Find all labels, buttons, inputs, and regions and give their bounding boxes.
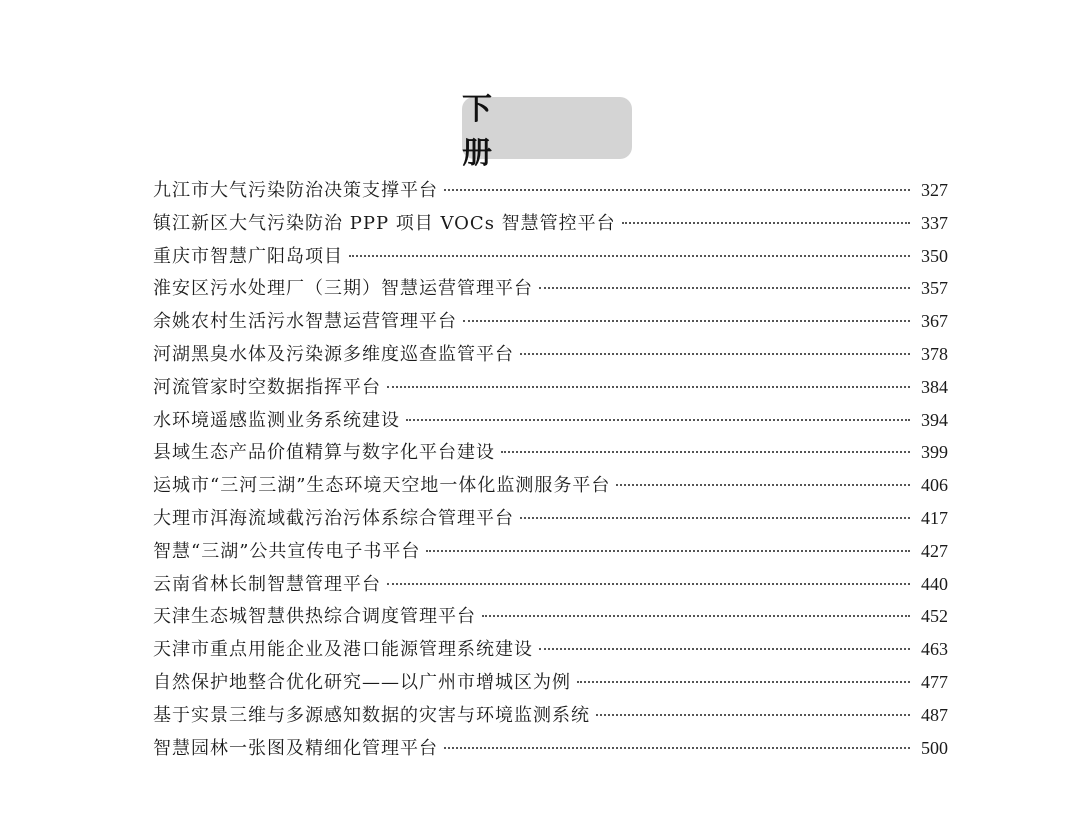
toc-entry-title: 天津市重点用能企业及港口能源管理系统建设 <box>153 639 533 661</box>
toc-dot-leader <box>426 550 910 552</box>
toc-entry-page-number: 384 <box>921 376 948 397</box>
toc-entry-page-number: 452 <box>921 606 948 627</box>
toc-dot-leader <box>387 583 910 585</box>
toc-entry <box>153 502 948 535</box>
toc-dot-leader <box>501 451 910 453</box>
toc-entry-title: 云南省林长制智慧管理平台 <box>153 573 381 595</box>
toc-dot-leader <box>520 517 910 519</box>
toc-entry-page-number: 357 <box>921 278 948 299</box>
table-of-contents <box>153 174 948 764</box>
toc-entry <box>153 535 948 568</box>
toc-entry <box>153 600 948 633</box>
toc-dot-leader <box>622 222 910 224</box>
toc-entry <box>153 371 948 404</box>
toc-entry-page-number: 417 <box>921 507 948 528</box>
toc-entry-page-number: 337 <box>921 212 948 233</box>
toc-entry <box>153 174 948 207</box>
toc-dot-leader <box>406 419 910 421</box>
toc-entry <box>153 272 948 305</box>
toc-dot-leader <box>349 255 910 257</box>
toc-entry-page-number: 477 <box>921 671 948 692</box>
toc-dot-leader <box>539 287 910 289</box>
toc-entry <box>153 469 948 502</box>
toc-entry-title: 河流管家时空数据指挥平台 <box>153 376 381 398</box>
toc-entry-title: 智慧园林一张图及精细化管理平台 <box>153 737 438 759</box>
toc-entry-title: 余姚农村生活污水智慧运营管理平台 <box>153 311 457 333</box>
toc-entry-page-number: 487 <box>921 704 948 725</box>
toc-entry <box>153 436 948 469</box>
toc-entry-title: 水环境遥感监测业务系统建设 <box>153 409 400 431</box>
toc-dot-leader <box>577 681 910 683</box>
toc-entry <box>153 732 948 765</box>
toc-entry-title: 九江市大气污染防治决策支撑平台 <box>153 180 438 201</box>
toc-entry <box>153 699 948 732</box>
toc-dot-leader <box>444 189 910 191</box>
toc-entry-page-number: 406 <box>921 475 948 496</box>
toc-entry-title: 县域生态产品价值精算与数字化平台建设 <box>153 442 495 464</box>
toc-entry-page-number: 327 <box>921 180 948 200</box>
toc-entry-page-number: 463 <box>921 639 948 660</box>
toc-entry <box>153 633 948 666</box>
toc-entry-page-number: 394 <box>921 409 948 430</box>
toc-entry-title: 重庆市智慧广阳岛项目 <box>153 245 343 267</box>
toc-dot-leader <box>596 714 910 716</box>
toc-entry-page-number: 399 <box>921 442 948 463</box>
toc-entry <box>153 404 948 437</box>
toc-entry <box>153 305 948 338</box>
toc-entry-title: 镇江新区大气污染防治 PPP 项目 VOCs 智慧管控平台 <box>153 212 616 234</box>
toc-entry-title: 自然保护地整合优化研究——以广州市增城区为例 <box>153 671 571 693</box>
toc-dot-leader <box>482 615 910 617</box>
toc-dot-leader <box>444 747 910 749</box>
toc-entry <box>153 568 948 601</box>
toc-entry-title: 运城市“三河三湖”生态环境天空地一体化监测服务平台 <box>153 475 611 497</box>
toc-entry-page-number: 378 <box>921 343 948 364</box>
toc-entry <box>153 240 948 273</box>
toc-entry-title: 智慧“三湖”公共宣传电子书平台 <box>153 540 421 562</box>
toc-entry <box>153 338 948 371</box>
toc-dot-leader <box>387 386 910 388</box>
section-title-box <box>462 92 632 171</box>
toc-entry-page-number: 440 <box>921 573 948 594</box>
toc-dot-leader <box>616 484 910 486</box>
toc-entry-page-number: 427 <box>921 540 948 561</box>
toc-dot-leader <box>520 353 910 355</box>
toc-entry-title: 基于实景三维与多源感知数据的灾害与环境监测系统 <box>153 704 590 726</box>
toc-entry-page-number: 367 <box>921 311 948 332</box>
toc-entry-page-number: 500 <box>921 737 948 758</box>
toc-entry-title: 河湖黑臭水体及污染源多维度巡查监管平台 <box>153 343 514 365</box>
toc-entry-title: 天津生态城智慧供热综合调度管理平台 <box>153 606 476 628</box>
toc-entry <box>153 207 948 240</box>
toc-entry-title: 大理市洱海流域截污治污体系综合管理平台 <box>153 507 514 529</box>
toc-entry-page-number: 350 <box>921 245 948 266</box>
toc-entry <box>153 666 948 699</box>
toc-dot-leader <box>539 648 910 650</box>
toc-dot-leader <box>463 320 910 322</box>
section-title: 下 册 <box>462 92 610 171</box>
toc-entry-title: 淮安区污水处理厂（三期）智慧运营管理平台 <box>153 278 533 300</box>
